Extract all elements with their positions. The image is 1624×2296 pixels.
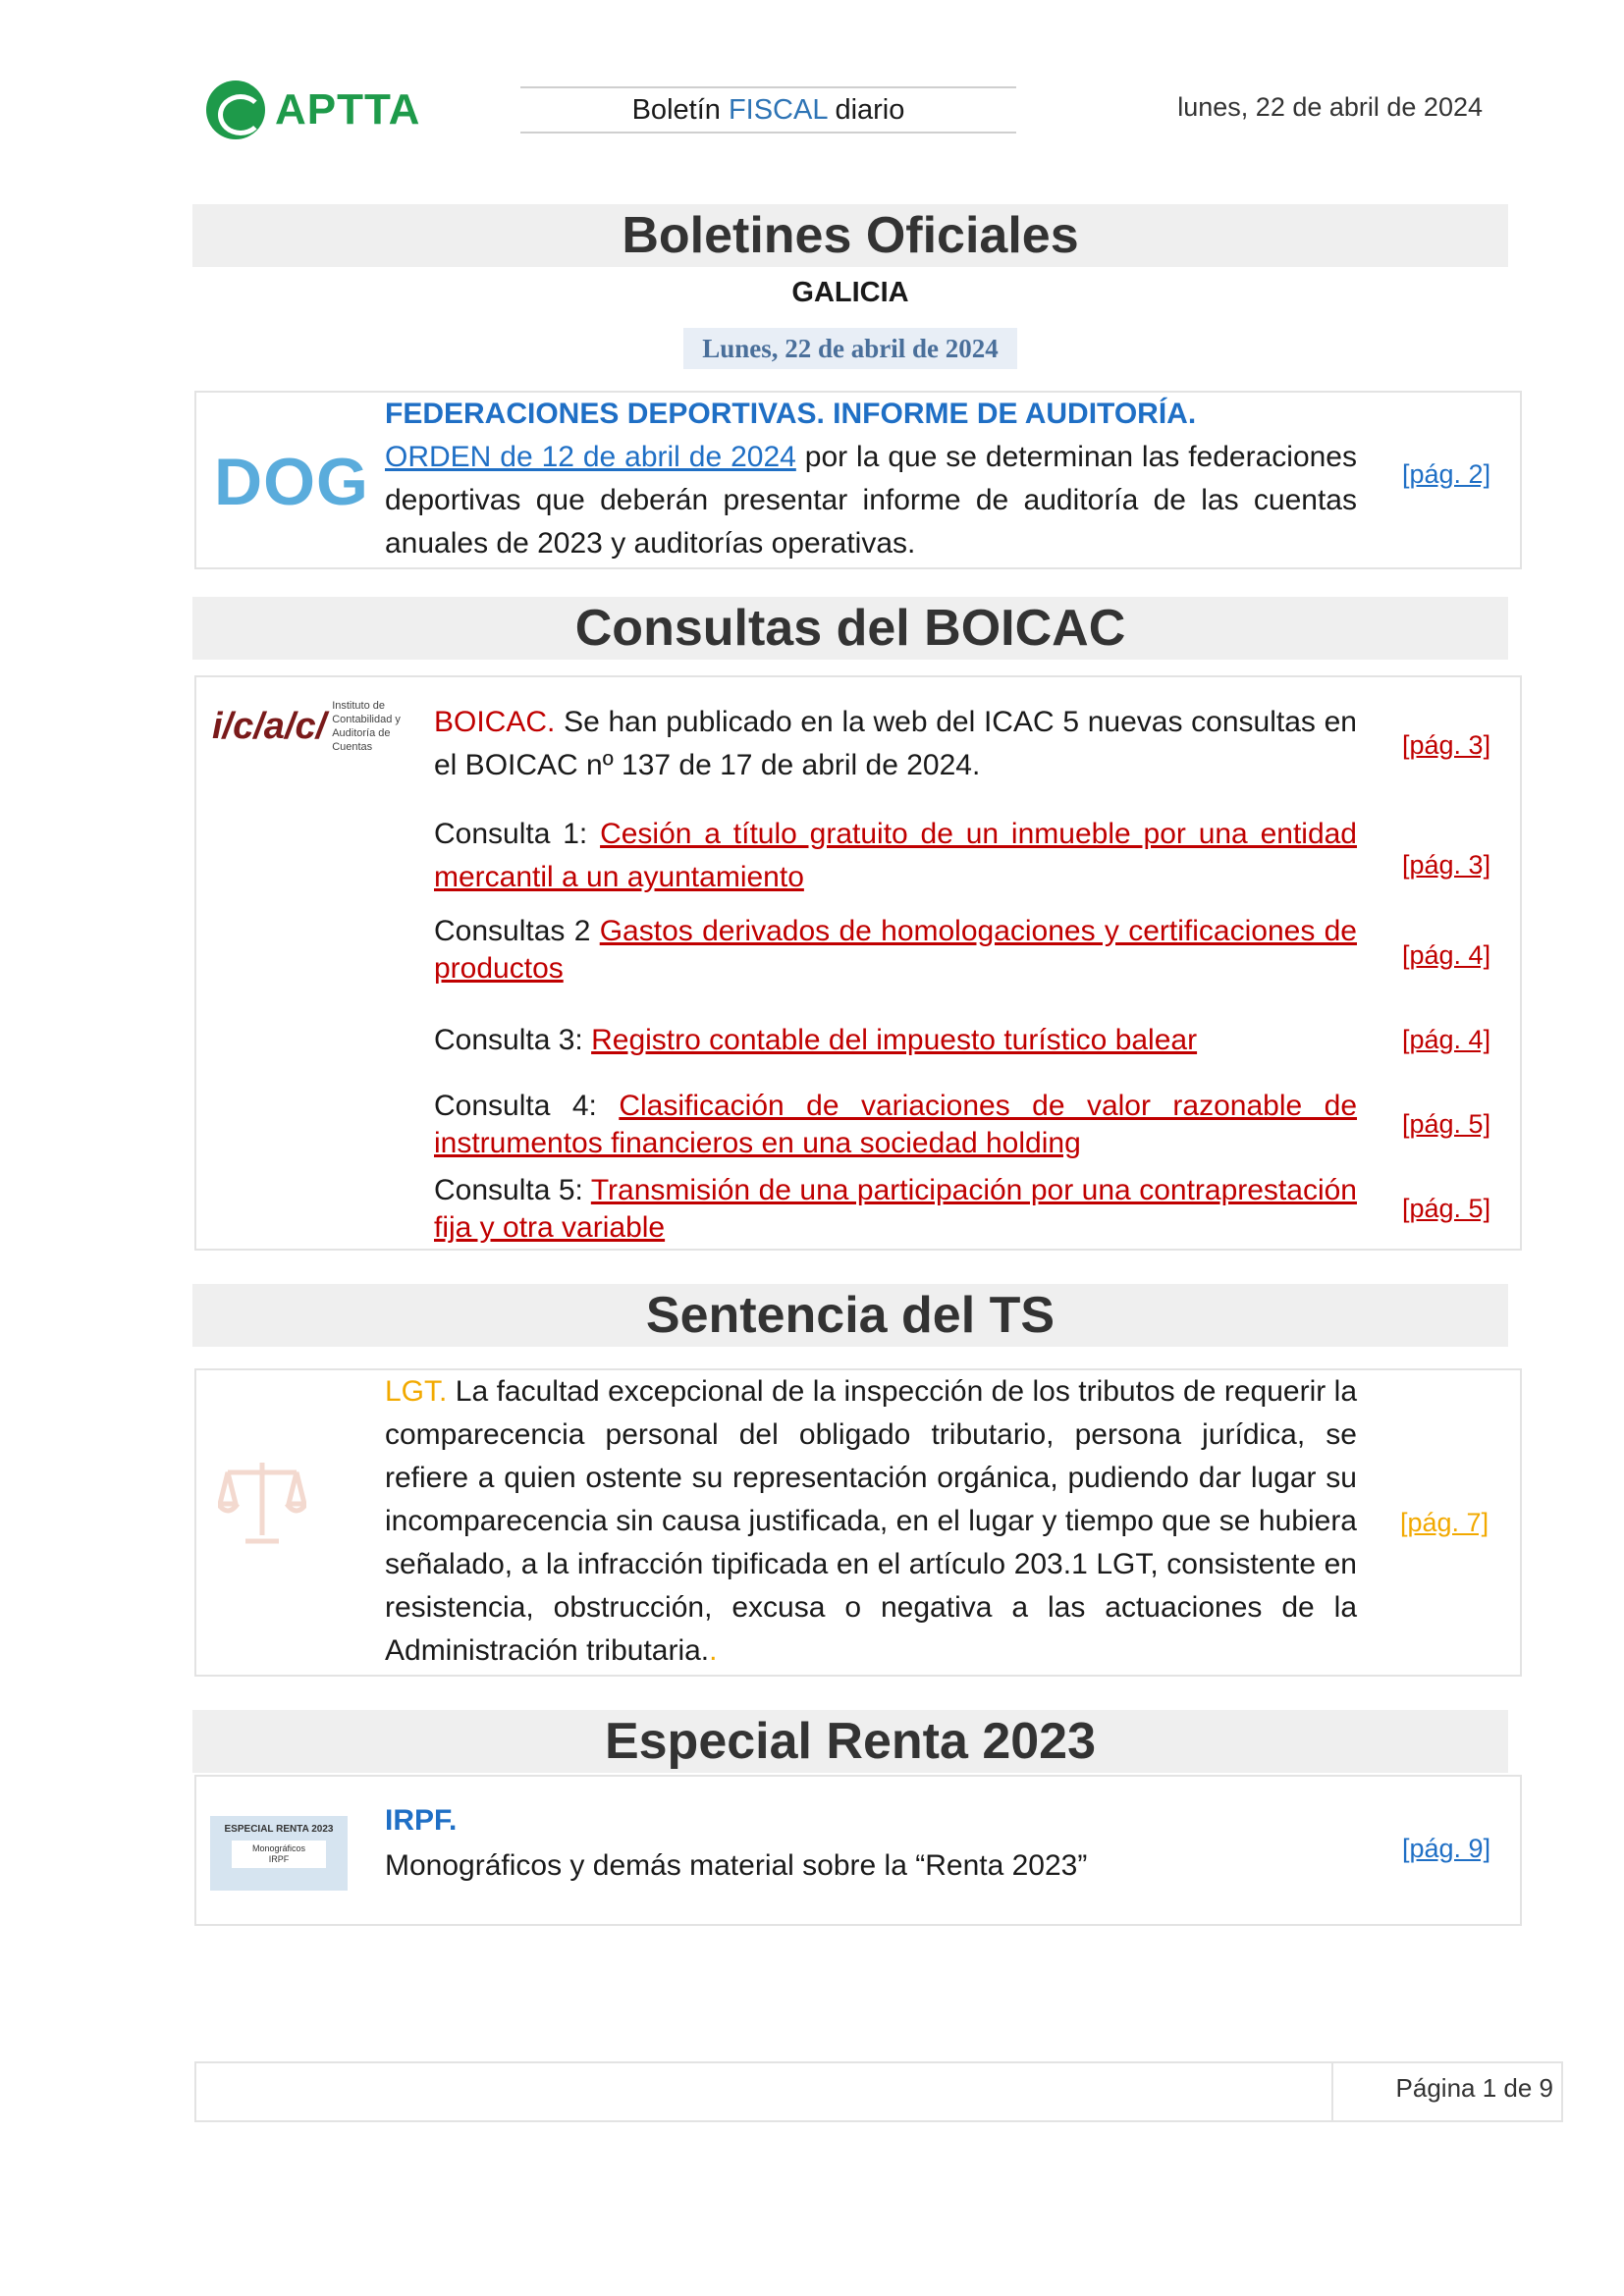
- logo-text: APTTA: [275, 85, 421, 133]
- aptta-logo: [206, 79, 461, 141]
- page-ref-link[interactable]: [pág. 3]: [1402, 730, 1491, 760]
- page-ref-link[interactable]: [pág. 9]: [1402, 1834, 1491, 1863]
- header-date: lunes, 22 de abril de 2024: [1177, 92, 1483, 122]
- boletines-date: Lunes, 22 de abril de 2024: [683, 328, 1017, 369]
- boicac-intro: BOICAC. Se han publicado en la web del ICAC 5 nuevas consultas en el BOICAC nº 137 de 17 de abril de 2024.: [434, 706, 1357, 781]
- footer: [194, 2061, 1563, 2122]
- page-ref-link[interactable]: [pág. 2]: [1402, 459, 1491, 489]
- consulta-link[interactable]: Transmisión de una participación por una contraprestación fija y otra variable: [434, 1174, 1357, 1244]
- renta-item: [194, 1775, 1522, 1926]
- section-title-boletines: Boletines Oficiales: [192, 204, 1508, 267]
- renta-label: IRPF.: [385, 1804, 458, 1837]
- page-ref-link[interactable]: [pág. 4]: [1402, 940, 1491, 970]
- section-title-boicac: Consultas del BOICAC: [192, 597, 1508, 660]
- dog-item: [194, 391, 1522, 569]
- consulta-1: Consulta 1: Cesión a título gratuito de un inmueble por una entidad mercantil a un ayuntamiento: [434, 818, 1357, 893]
- scales-of-justice-icon: [218, 1455, 306, 1549]
- region-label: GALICIA: [791, 277, 909, 308]
- consulta-link[interactable]: Gastos derivados de homologaciones y certificaciones de productos: [434, 915, 1357, 985]
- page-ref-link[interactable]: [pág. 7]: [1400, 1508, 1489, 1537]
- sentencia-text: LGT. La facultad excepcional de la inspección de los tributos de requerir la comparecencia personal del obligado tributario, persona jurídica, se refiere a quien ostente su representación orgánica, pudiendo dar lugar su incomparecencia sin causa justificada, en el lugar y tiempo que se hubiera señalado, a la infracción tipificada en el artículo 203.1 LGT, consistente en resistencia, obstrucción, excusa o negativa a las actuaciones de la Administración tributaria..: [385, 1375, 1357, 1667]
- page-ref-link[interactable]: [pág. 5]: [1402, 1109, 1491, 1139]
- section-title-sentencia: Sentencia del TS: [192, 1284, 1508, 1347]
- aptta-logo-icon: [206, 80, 265, 139]
- consulta-5: Consulta 5: Transmisión de una participación por una contraprestación fija y otra variable: [434, 1174, 1357, 1244]
- item-text: ORDEN de 12 de abril de 2024 por la que se determinan las federaciones deportivas que deberán presentar informe de auditoría de las cuentas anuales de 2023 y auditorías operativas.: [385, 441, 1357, 560]
- orden-link[interactable]: ORDEN de 12 de abril de 2024: [385, 441, 796, 473]
- icac-logo: i/c/a/c/ Instituto de Contabilidad y Auditoría de Cuentas: [212, 700, 401, 753]
- page-ref-link[interactable]: [pág. 5]: [1402, 1194, 1491, 1223]
- dog-logo: DOG: [214, 445, 369, 519]
- consulta-link[interactable]: Clasificación de variaciones de valor razonable de instrumentos financieros en una sociedad holding: [434, 1090, 1358, 1159]
- consulta-3: Consulta 3: Registro contable del impuesto turístico balear: [434, 1024, 1198, 1056]
- renta-text: Monográficos y demás material sobre la “Renta 2023”: [385, 1849, 1088, 1882]
- renta-thumbnail: ESPECIAL RENTA 2023 Monográficos IRPF: [210, 1816, 348, 1891]
- item-title: FEDERACIONES DEPORTIVAS. INFORME DE AUDITORÍA.: [385, 398, 1197, 430]
- page-ref-link[interactable]: [pág. 4]: [1402, 1025, 1491, 1054]
- boicac-item: [194, 675, 1522, 1251]
- consulta-link[interactable]: Registro contable del impuesto turístico balear: [591, 1024, 1198, 1056]
- page-number: Página 1 de 9: [1395, 2073, 1553, 2103]
- bulletin-title: Boletín FISCAL diario: [520, 86, 1016, 133]
- consulta-2: Consultas 2 Gastos derivados de homologaciones y certificaciones de productos: [434, 915, 1357, 985]
- sentencia-item: [194, 1368, 1522, 1677]
- page-ref-link[interactable]: [pág. 3]: [1402, 850, 1491, 880]
- consulta-4: Consulta 4: Clasificación de variaciones de valor razonable de instrumentos financieros en una sociedad holding: [434, 1090, 1358, 1159]
- consulta-link[interactable]: Cesión a título gratuito de un inmueble por una entidad mercantil a un ayuntamiento: [434, 818, 1357, 893]
- section-title-renta: Especial Renta 2023: [192, 1710, 1508, 1773]
